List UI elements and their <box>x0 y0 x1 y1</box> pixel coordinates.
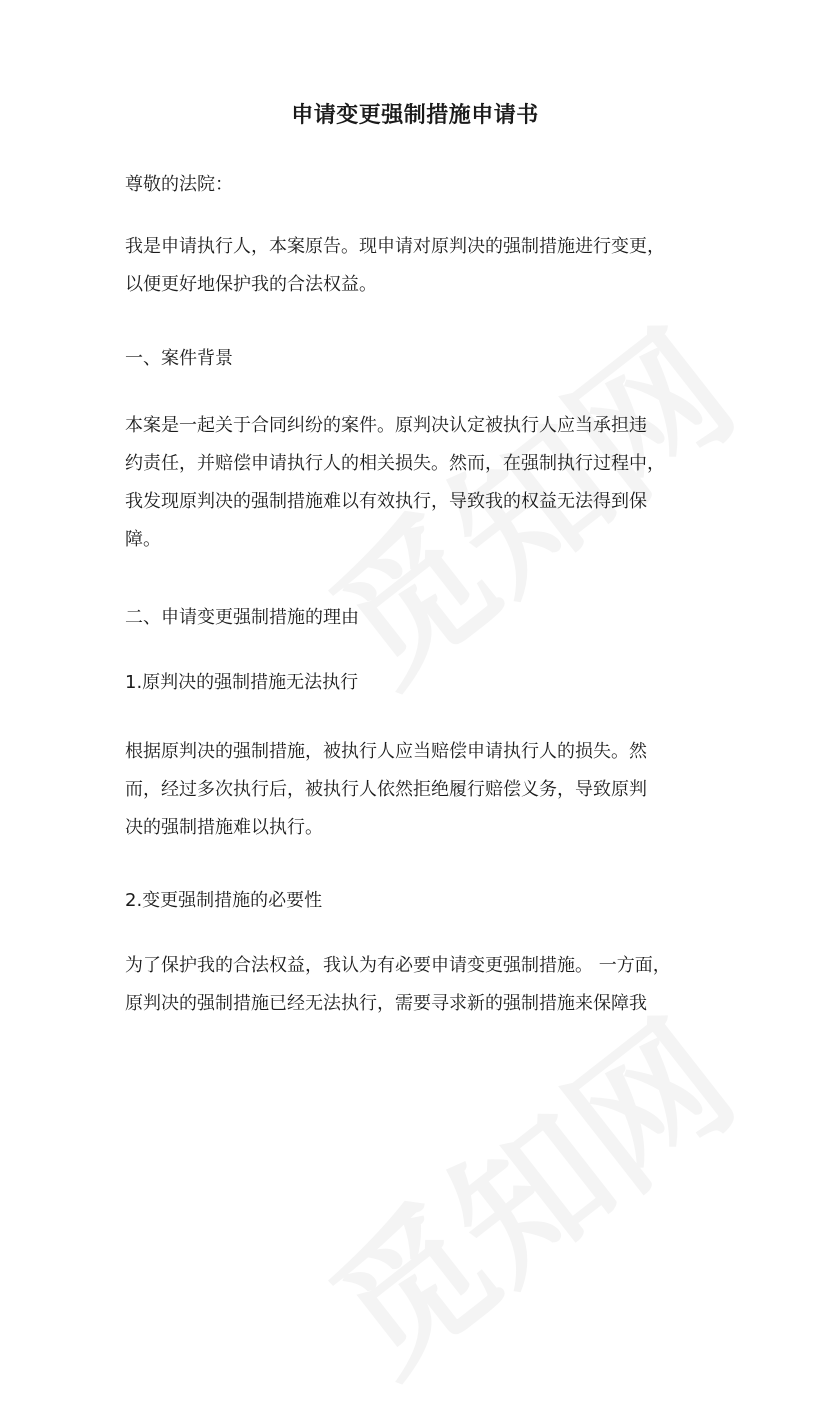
paragraph-line: 我是申请执行人，本案原告。现申请对原判决的强制措施进行变更， <box>125 236 665 257</box>
document-title: 申请变更强制措施申请书 <box>291 103 539 128</box>
section-heading-reasons: 二、申请变更强制措施的理由 <box>125 607 359 628</box>
reason-2-paragraph <box>125 947 725 1023</box>
paragraph-line: 本案是一起关于合同纠纷的案件。原判决认定被执行人应当承担违 <box>125 415 647 436</box>
intro-paragraph <box>125 228 725 304</box>
paragraph-line: 根据原判决的强制措施，被执行人应当赔偿申请执行人的损失。然 <box>125 741 647 762</box>
watermark <box>281 964 769 1411</box>
background-paragraph <box>125 407 725 559</box>
paragraph-line: 以便更好地保护我的合法权益。 <box>125 274 377 295</box>
paragraph-line: 我发现原判决的强制措施难以有效执行，导致我的权益无法得到保 <box>125 491 647 512</box>
paragraph-line: 约责任，并赔偿申请执行人的相关损失。然而，在强制执行过程中， <box>125 453 665 474</box>
paragraph-line: 为了保护我的合法权益，我认为有必要申请变更强制措施。 一方面， <box>125 955 671 976</box>
section-heading-background: 一、案件背景 <box>125 348 233 369</box>
paragraph-line: 原判决的强制措施已经无法执行，需要寻求新的强制措施来保障我 <box>125 993 647 1014</box>
paragraph-line: 障。 <box>125 529 161 550</box>
subheading-1: 1.原判决的强制措施无法执行 <box>125 672 359 693</box>
reason-1-paragraph <box>125 733 725 847</box>
subheading-2: 2.变更强制措施的必要性 <box>125 890 323 911</box>
paragraph-line: 决的强制措施难以执行。 <box>125 817 323 838</box>
salutation: 尊敬的法院： <box>125 174 233 195</box>
paragraph-line: 而，经过多次执行后，被执行人依然拒绝履行赔偿义务，导致原判 <box>125 779 647 800</box>
